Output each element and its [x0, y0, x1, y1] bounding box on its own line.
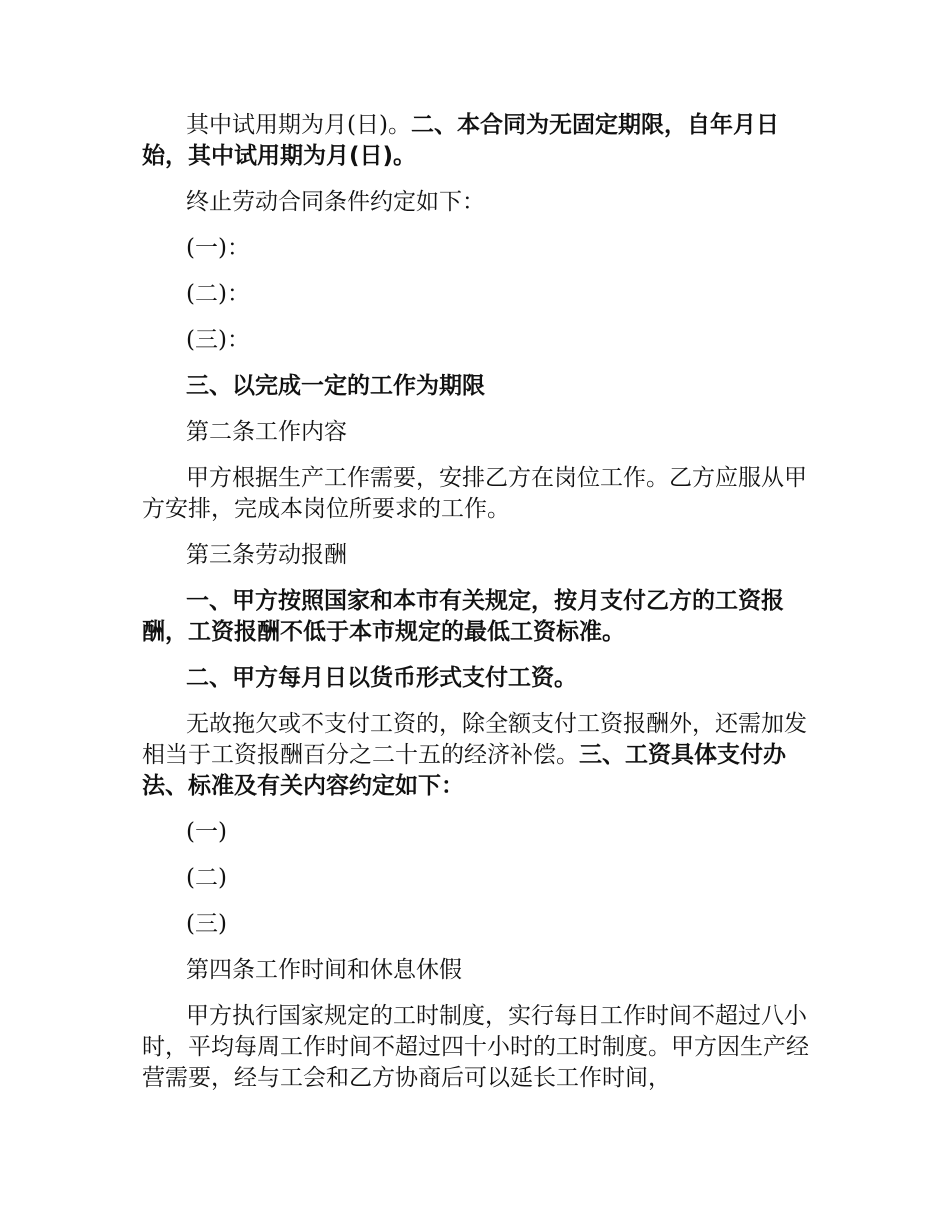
clause-heading-indefinite-term: 二、本合同为无固定期限，自年月日始，其中试用期为月(日)。	[142, 112, 779, 169]
article-heading-working-hours: 第四条工作时间和休息休假	[186, 957, 462, 983]
paragraph-wage-arrears	[142, 709, 810, 802]
paragraph-working-hours: 甲方执行国家规定的工时制度，实行每日工作时间不超过八小时，平均每周工作时间不超过四十小时的工时制度。甲方因生产经营需要，经与工会和乙方协商后可以延长工作时间，	[142, 1003, 809, 1091]
paragraph-text: 无故拖欠或不支付工资的，除全额支付工资报酬外，还需加发相当于工资报酬百分之二十五的经济补偿。	[142, 711, 807, 768]
document-body	[142, 110, 810, 1109]
clause-heading-task-term: 三、以完成一定的工作为期限	[186, 373, 485, 399]
paragraph-probation	[142, 110, 810, 172]
paragraph-work-content: 甲方根据生产工作需要，安排乙方在岗位工作。乙方应服从甲方安排，完成本岗位所要求的工作。	[142, 465, 807, 522]
article-heading-remuneration: 第三条劳动报酬	[186, 542, 347, 568]
clause-heading-wage-standard: 一、甲方按照国家和本市有关规定，按月支付乙方的工资报酬，工资报酬不低于本市规定的最低工资标准。	[142, 588, 784, 645]
paragraph-termination-conditions: 终止劳动合同条件约定如下：	[186, 189, 485, 215]
list-item-1: (一)：	[186, 235, 250, 261]
list-item-1: (一)	[186, 819, 227, 845]
clause-heading-wage-payment: 二、甲方每月日以货币形式支付工资。	[186, 665, 577, 691]
article-heading-work-content: 第二条工作内容	[186, 419, 347, 445]
list-item-2: (二)	[186, 865, 227, 891]
list-item-3: (三)：	[186, 327, 250, 353]
clause-heading-wage-details: 三、工资具体支付办法、标准及有关内容约定如下：	[142, 742, 786, 799]
list-item-3: (三)	[186, 911, 227, 937]
list-item-2: (二)：	[186, 281, 250, 307]
paragraph-text: 其中试用期为月(日)。	[186, 112, 411, 138]
